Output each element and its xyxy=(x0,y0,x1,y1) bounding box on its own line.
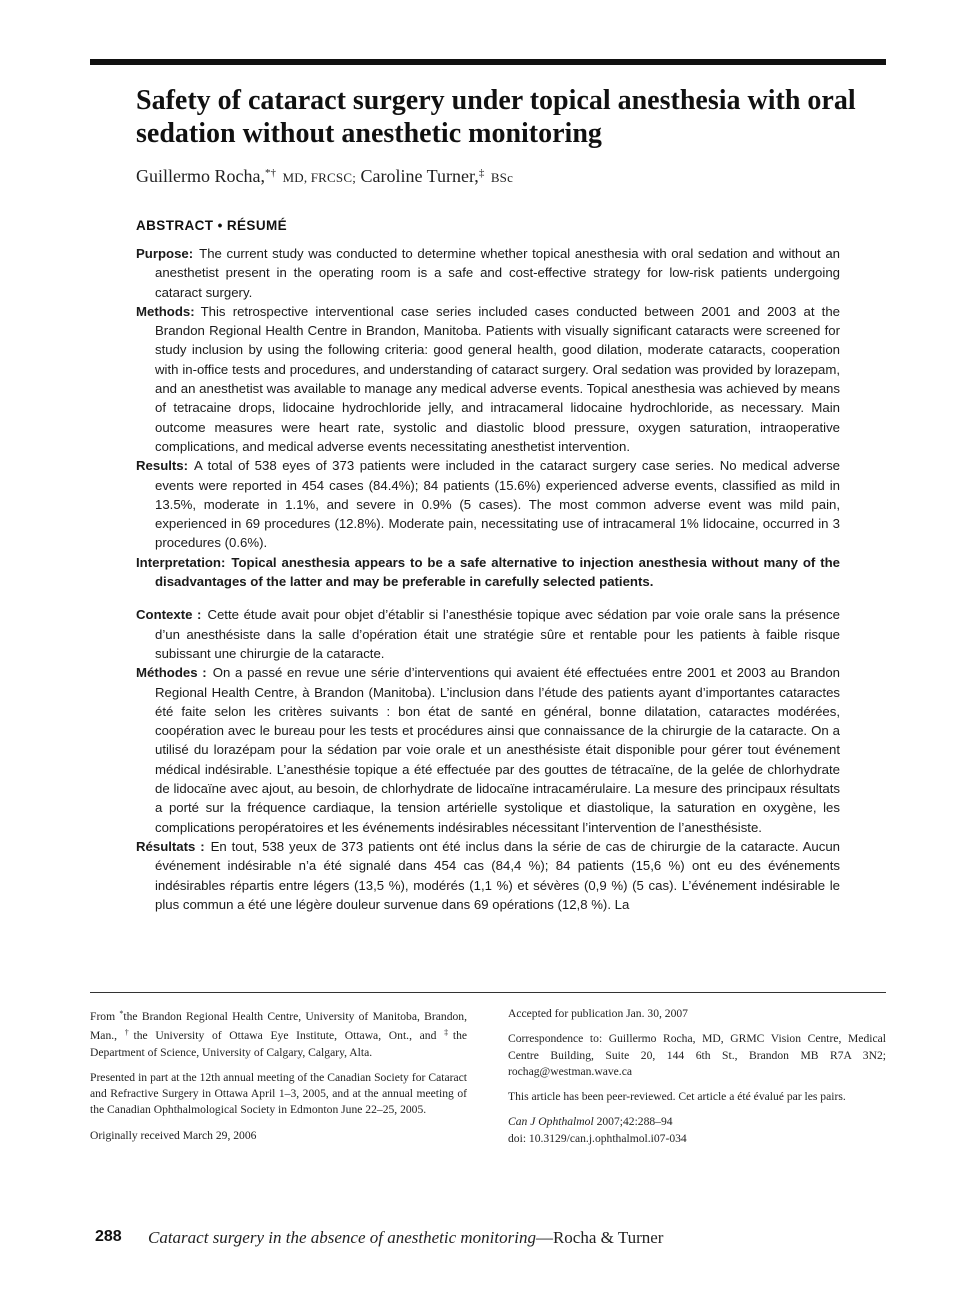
presented-note: Presented in part at the 12th annual meeting of the Canadian Society for Cataract and Refractive Surgery in Ottawa April 1–3, 2005, and at the annual meeting of the Canadian Ophthalmological Society in Edmonton June 22–25, 2005. xyxy=(90,1070,467,1117)
citation-details: 2007;42:288–94 xyxy=(593,1115,673,1129)
author-line xyxy=(136,160,856,191)
page-number: 288 xyxy=(95,1228,122,1245)
section-label: Interpretation: xyxy=(136,554,226,570)
author-marks: *† xyxy=(264,167,276,179)
section-text: Cette étude avait pour objet d’établir si l’anesthésie topique avec sédation par voie orale sans la présence d’un anesthésiste dans la salle d’opération était une stratégie sûre et rentable pour les patients à faible risque subissant une chirurgie de la cataracte. xyxy=(155,607,840,661)
section-text: The current study was conducted to determine whether topical anesthesia with oral sedation and without an anesthetist present in the operating room is a safe and cost-effective strategy for low-risk patients undergoing cataract surgery. xyxy=(155,246,840,300)
abstract-purpose xyxy=(136,244,840,302)
resume-contexte xyxy=(136,605,840,663)
doi-line: doi: 10.3129/can.j.ophthalmol.i07-034 xyxy=(508,1131,687,1145)
section-text: On a passé en revue une série d’interventions qui avaient été effectuées entre 2001 et 2003 au Brandon Regional Health Centre, à Brandon (Manitoba). L’inclusion dans l’étude des patients ayant d’importantes cataractes été faite selon les critères suivants : bon état de santé en général, bonne dilatation, cataractes modérées, coopération avec le bureau pour les tests et procédures ainsi que connaissance de la chirurgie de la cataracte. On a utilisé du lorazépam pour la sédation par voie orale et un anesthésiste était disponible pour gérer tout événement médical indésirable. L’anesthésie topique a été effectuée par des gouttes de tétracaïne, de la gelée de chlorhydrate de lidocaïne avec ajout, au besoin, de chlorhydrate de lidocaïne intracamérulaire. La mesure des principaux résultats a porté sur la fréquence cardiaque, la tension artérielle systolique et diastolique, la saturation en oxygène, les complications peropératoires et les événements indésirables nécessitant l’intervention de l’anesthésiste. xyxy=(155,665,840,835)
footnote-column-left xyxy=(90,1006,467,1153)
journal-name: Can J Ophthalmol xyxy=(508,1115,594,1129)
abstract-heading: ABSTRACT • RÉSUMÉ xyxy=(136,218,288,233)
section-label: Contexte : xyxy=(136,607,202,623)
affiliation-text: the Brandon Regional Health Centre, University of Manitoba, Brandon, Man., xyxy=(90,1010,467,1043)
resume-resultats xyxy=(136,837,840,914)
abstract-body xyxy=(136,244,840,914)
section-label: Résultats : xyxy=(136,838,205,854)
running-footer xyxy=(148,1228,663,1248)
correspondence-note: Correspondence to: Guillermo Rocha, MD, GRMC Vision Centre, Medical Centre Building, Suite 20, 144 6th St., Brandon MB R7A 3N2; rochag@westman.wave.ca xyxy=(508,1032,886,1078)
affiliation-note xyxy=(90,1006,467,1061)
section-label: Purpose: xyxy=(136,246,194,261)
section-label: Methods: xyxy=(136,303,195,319)
section-text: Topical anesthesia appears to be a safe alternative to injection anesthesia without many of the disadvantages of the latter and may be preferable in carefully selected patients. xyxy=(155,554,840,590)
citation-line xyxy=(508,1114,886,1130)
section-text: This retrospective interventional case series included cases conducted between 2001 and 2003 at the Brandon Regional Health Centre in Brandon, Manitoba. Patients with visually significant cataracts were screened for study inclusion by using the following criteria: good general health, good dilation, moderate cataracts, cooperation with in-office tests and procedures, and understanding of cataract surgery. Oral sedation was provided by lorazepam, and an anesthetist was available to manage any medical adverse events. Topical anesthesia was achieved by means of tetracaine drops, lidocaine hydrochloride jelly, and intracameral lidocaine hydrochloride, as necessary. Main outcome measures were heart rate, systolic and diastolic blood pressure, oxygen saturation, intraoperative complications, and medical adverse events necessitating anesthetist intervention. xyxy=(155,303,840,454)
author-credentials: MD, FRCSC; xyxy=(282,170,357,185)
running-authors: —Rocha & Turner xyxy=(535,1228,664,1247)
abstract-interpretation xyxy=(136,553,840,592)
section-label: Méthodes : xyxy=(136,665,207,681)
affiliation-mark: ‡ xyxy=(444,1028,453,1038)
footnote-rule xyxy=(90,992,886,993)
section-text: A total of 538 eyes of 373 patients were included in the cataract surgery case series. No medical adverse events were reported in 454 cases (84.4%); 84 patients (15.6%) experienced adverse events, classified as mild in 13.5%, moderate in 1.1%, and severe in 0.9% (5 cases). The most common adverse event was mild pain, experienced in 69 procedures (12.8%). Moderate pain, necessitating use of intracameral 1% lidocaine, occurred in 3 procedures (0.6%). xyxy=(155,458,840,551)
article-title: Safety of cataract surgery under topical anesthesia with oral sedation without anesthetic monitoring xyxy=(136,85,856,149)
section-label: Results: xyxy=(136,458,189,474)
received-note: Originally received March 29, 2006 xyxy=(90,1128,257,1142)
affiliation-text: the Department of Science, University of Calgary, Calgary, Alta. xyxy=(90,1029,468,1059)
author-credentials: BSc xyxy=(490,170,514,185)
footnote-column-right xyxy=(508,1006,886,1147)
author-name: Guillermo Rocha, xyxy=(136,166,265,186)
running-title: Cataract surgery in the absence of anesthetic monitoring xyxy=(148,1228,536,1247)
affiliation-mark: † xyxy=(124,1028,134,1038)
author-marks: ‡ xyxy=(478,167,485,179)
resume-methodes xyxy=(136,663,840,837)
accepted-note: Accepted for publication Jan. 30, 2007 xyxy=(508,1007,688,1020)
affiliation-text: the University of Ottawa Eye Institute, Ottawa, Ont., and xyxy=(133,1029,445,1043)
abstract-results xyxy=(136,456,840,552)
abstract-methods xyxy=(136,302,840,456)
author-name: Caroline Turner, xyxy=(360,166,479,186)
abstract-spacer xyxy=(136,591,840,605)
affiliation-text: From xyxy=(90,1010,120,1023)
section-text: En tout, 538 yeux de 373 patients ont été inclus dans la série de cas de chirurgie de la cataracte. Aucun événement indésirable n’a été signalé dans 454 cas (84,4 %); 84 patients (15,6 %) ont eu des événements indésirables répartis entre légers (13,5 %), modérés (1,1 %) et sévères (0,9 %) (5 cas). L’événement indésirable le plus commun a été une légère douleur survenue dans 69 opérations (12,8 %). La xyxy=(155,838,840,912)
top-rule xyxy=(90,59,886,65)
peer-review-note: This article has been peer-reviewed. Cet article a été évalué par les pairs. xyxy=(508,1090,846,1104)
affiliation-mark: * xyxy=(119,1009,124,1018)
